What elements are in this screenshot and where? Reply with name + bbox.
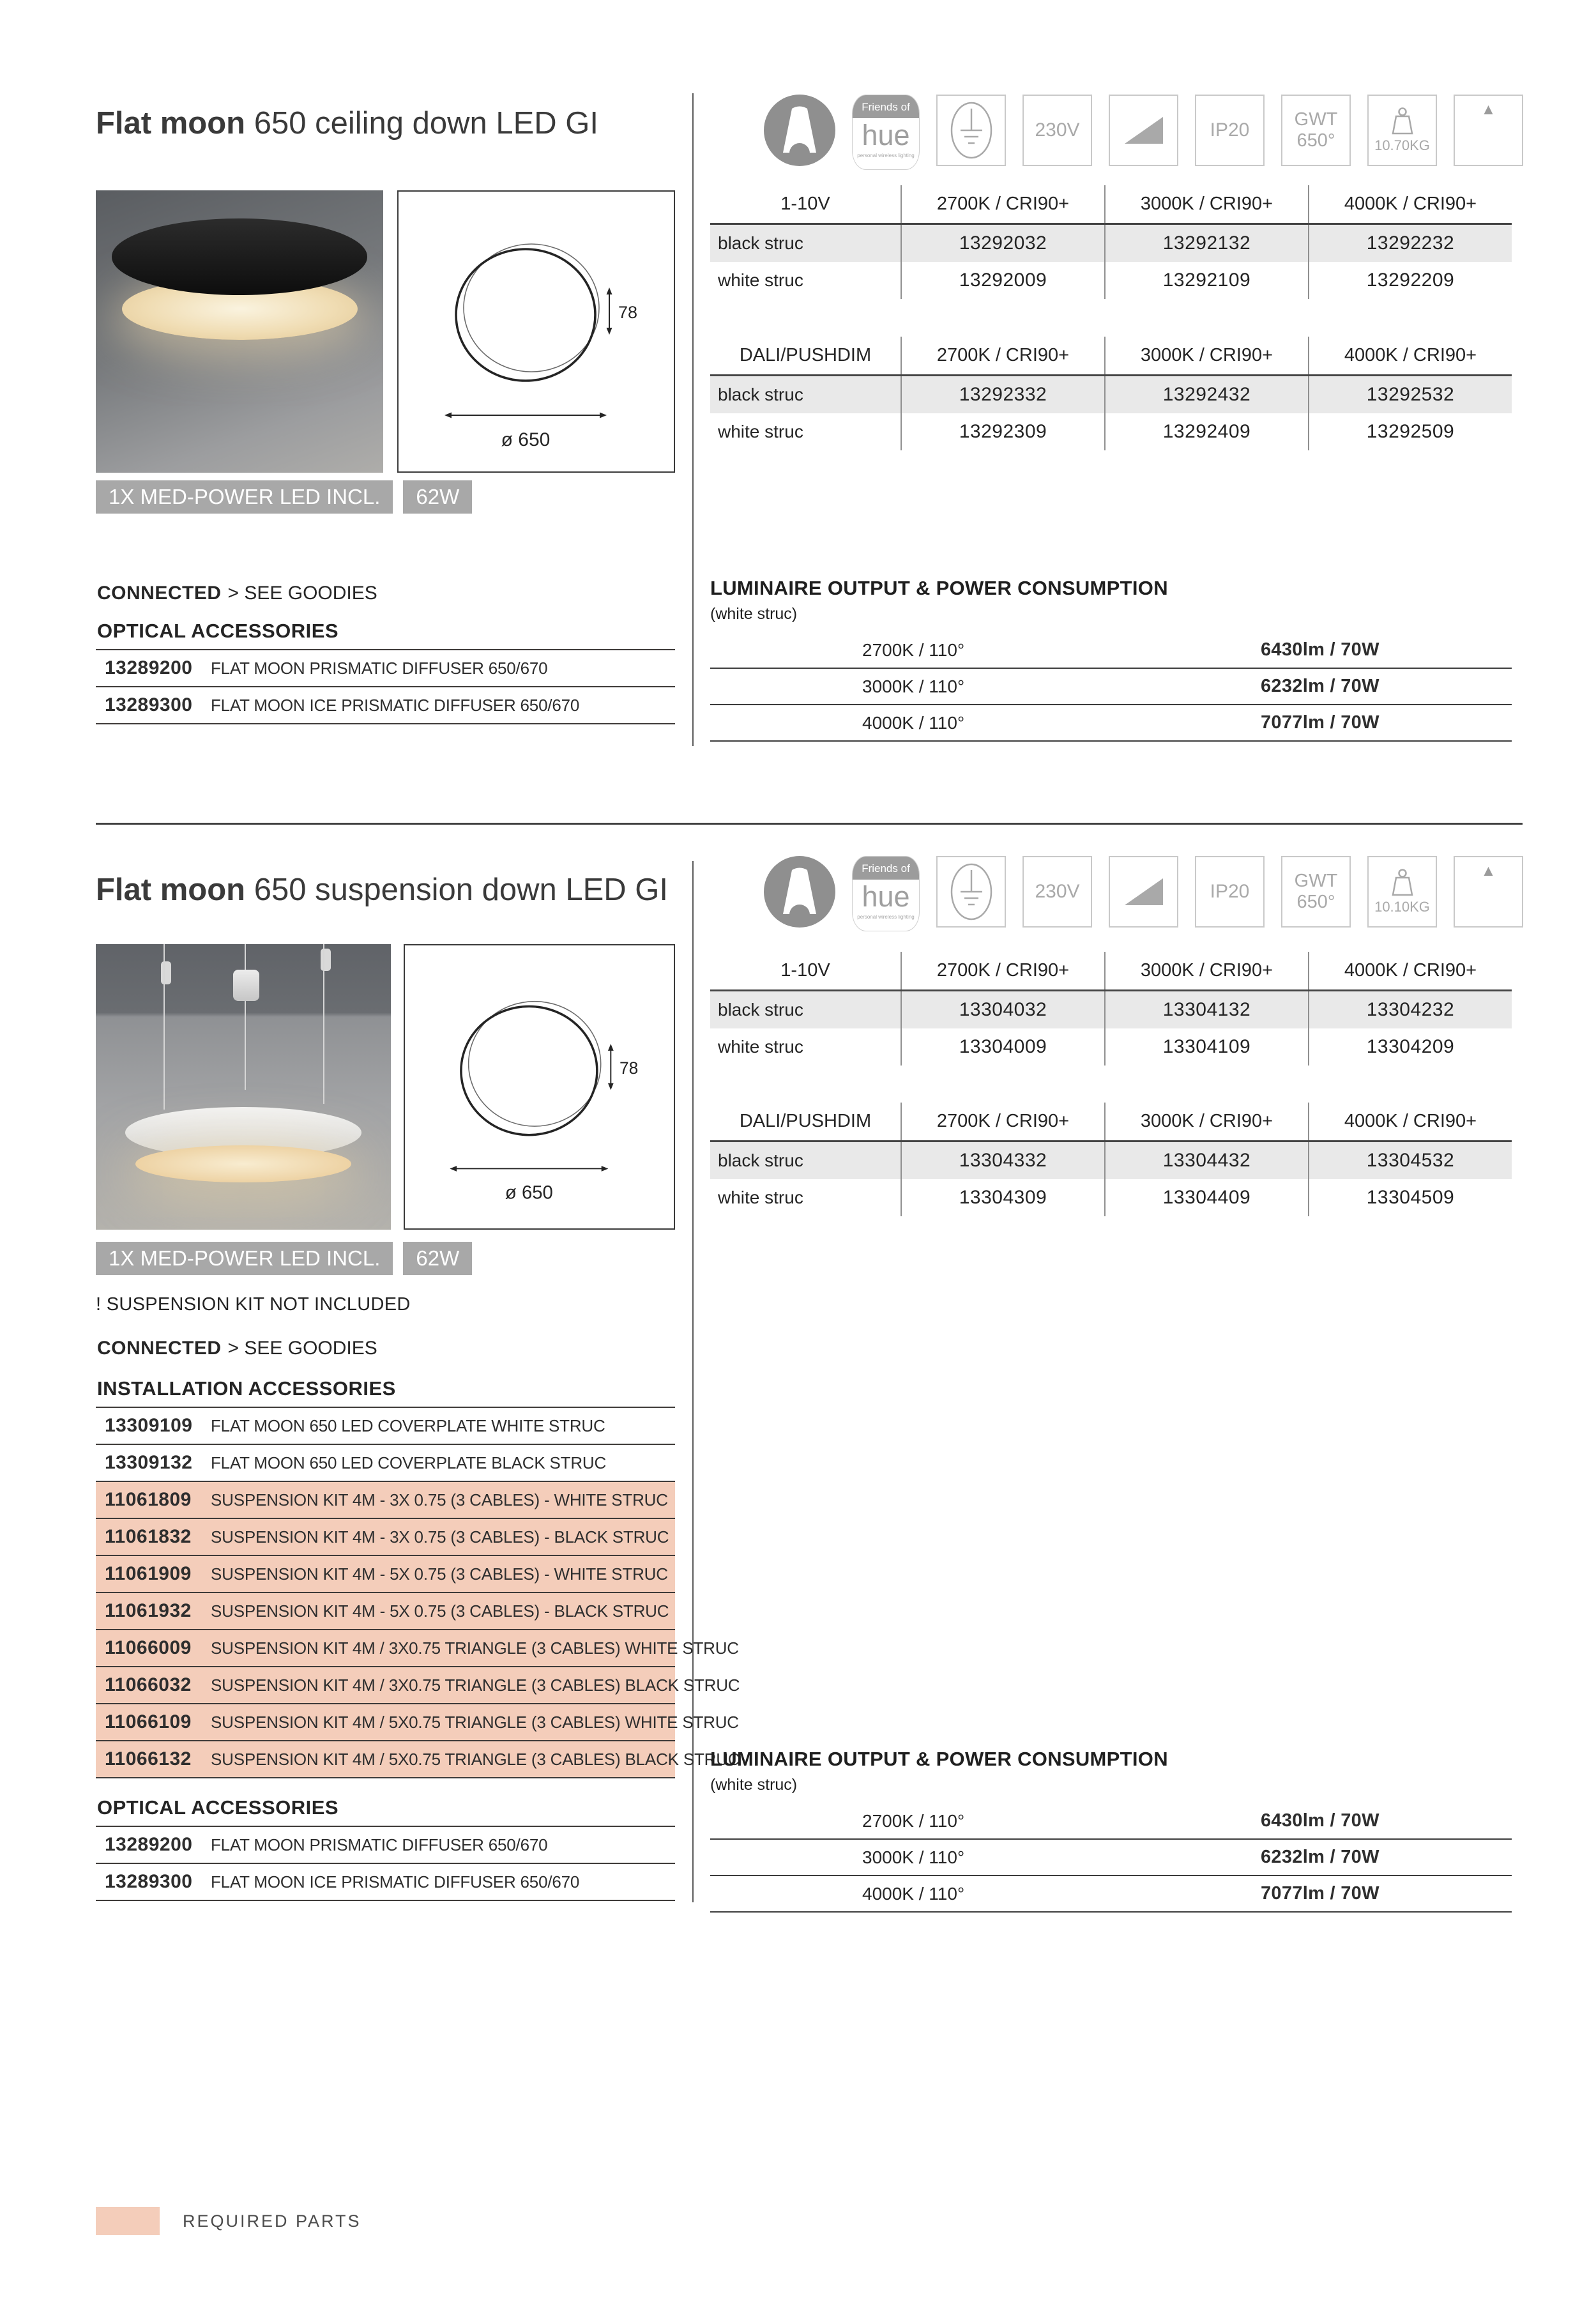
weight-box <box>1367 856 1437 928</box>
accessory-row-required <box>96 1704 739 1741</box>
finish-label: white struc <box>718 1037 803 1057</box>
output-value: 6232lm / 70W <box>1261 676 1379 696</box>
suspension-cable <box>163 944 165 1110</box>
table-row <box>710 1179 1512 1216</box>
column-header-dim-type: 1-10V <box>780 194 830 214</box>
article-code: 13292432 <box>1104 376 1308 413</box>
table-row <box>710 413 1512 450</box>
accessory-row-required <box>96 1630 739 1667</box>
finish-label: black struc <box>718 385 803 404</box>
column-header-cct: 4000K / CRI90+ <box>1308 1103 1512 1140</box>
lamp-body <box>112 218 368 294</box>
lamp-glow <box>135 1145 351 1182</box>
table-header-row <box>710 337 1512 376</box>
output-label: 2700K / 110° <box>862 1810 965 1831</box>
accessory-code: 11061832 <box>105 1526 192 1547</box>
connected-note: CONNECTED > SEE GOODIES <box>97 1338 377 1359</box>
article-code: 13292532 <box>1308 376 1512 413</box>
led-included-badge: 1X MED-POWER LED INCL. <box>96 480 393 514</box>
output-title: LUMINAIRE OUTPUT & POWER CONSUMPTION <box>710 577 1168 599</box>
output-subtitle: (white struc) <box>710 605 798 623</box>
weight-value: 10.70KG <box>1374 137 1430 153</box>
required-parts-swatch <box>96 2207 160 2235</box>
accessory-code: 13289300 <box>105 1871 193 1892</box>
accessory-row <box>96 1864 675 1901</box>
accessories-heading: OPTICAL ACCESSORIES <box>97 1796 339 1819</box>
accessory-code: 13289200 <box>105 1834 193 1855</box>
weight-value: 10.10KG <box>1374 898 1430 915</box>
canopy <box>233 970 260 1001</box>
column-header-cct: 3000K / CRI90+ <box>1104 337 1308 374</box>
article-code: 13304532 <box>1308 1142 1512 1179</box>
accessories-heading: INSTALLATION ACCESSORIES <box>97 1377 396 1400</box>
dimmable-icon <box>1109 95 1178 166</box>
column-divider <box>692 861 694 1902</box>
output-subtitle: (white struc) <box>710 1776 798 1794</box>
wattage-badge: 62W <box>403 1242 472 1275</box>
accessory-row-required <box>96 1741 740 1778</box>
hue-badge-subtext: personal wireless lighting <box>857 914 915 920</box>
accessory-row <box>96 1827 675 1864</box>
glow-wire-test-box: GWT 650° <box>1281 95 1351 166</box>
hue-badge-top: Friends of <box>853 857 919 880</box>
dimension-height-label: 78 <box>618 303 638 322</box>
product-photo <box>96 190 383 473</box>
accessory-code: 13289200 <box>105 657 193 678</box>
accessory-row-required <box>96 1519 675 1556</box>
column-header-cct: 2700K / CRI90+ <box>901 952 1104 989</box>
modular-logo-icon <box>764 856 835 928</box>
ip-rating-box: IP20 <box>1195 856 1265 928</box>
hue-badge-top: Friends of <box>853 95 919 118</box>
article-code: 13292132 <box>1104 225 1308 262</box>
output-row <box>710 1803 1512 1840</box>
hue-badge-wordmark: hue <box>862 880 910 913</box>
glow-wire-test-box: GWT 650° <box>1281 856 1351 928</box>
accessory-desc: SUSPENSION KIT 4M / 5X0.75 TRIANGLE (3 CABLES) BLACK STRUC <box>211 1749 740 1769</box>
output-row <box>710 632 1512 669</box>
finish-label: black struc <box>718 233 803 253</box>
accessory-row <box>96 650 675 687</box>
column-header-cct: 3000K / CRI90+ <box>1104 185 1308 223</box>
section-divider <box>96 823 1523 825</box>
finish-label: white struc <box>718 270 803 290</box>
column-header-cct: 4000K / CRI90+ <box>1308 185 1512 223</box>
accessory-row-required <box>96 1593 675 1630</box>
accessory-row-required <box>96 1482 675 1519</box>
article-code: 13304432 <box>1104 1142 1308 1179</box>
dimension-diameter-label: ø 650 <box>501 429 551 450</box>
output-table <box>710 632 1512 742</box>
accessories-heading: OPTICAL ACCESSORIES <box>97 620 339 642</box>
output-row <box>710 669 1512 705</box>
orientation-icon: ▲ <box>1454 95 1523 166</box>
article-code: 13292232 <box>1308 225 1512 262</box>
accessory-code: 13309132 <box>105 1452 193 1473</box>
output-row <box>710 705 1512 742</box>
led-included-badge: 1X MED-POWER LED INCL. <box>96 1242 393 1275</box>
friends-of-hue-badge <box>852 95 920 170</box>
suspension-cable <box>245 944 246 1090</box>
article-code: 13304332 <box>901 1142 1104 1179</box>
article-code: 13304032 <box>901 991 1104 1028</box>
output-value: 6430lm / 70W <box>1261 1810 1379 1831</box>
order-table-1-10v <box>710 185 1512 299</box>
article-code: 13304509 <box>1308 1179 1512 1216</box>
column-header-cct: 4000K / CRI90+ <box>1308 337 1512 374</box>
voltage-box: 230V <box>1022 95 1092 166</box>
spec-icon-row <box>764 95 1523 170</box>
finish-label: white struc <box>718 1188 803 1207</box>
finish-label: black struc <box>718 1000 803 1020</box>
accessory-desc: SUSPENSION KIT 4M - 5X 0.75 (3 CABLES) - BLACK STRUC <box>211 1601 669 1621</box>
required-parts-legend <box>96 2207 361 2235</box>
accessories-list <box>96 1826 675 1901</box>
order-table-dali <box>710 1103 1512 1216</box>
accessory-row-required <box>96 1667 740 1704</box>
column-header-dim-type: 1-10V <box>780 960 830 981</box>
orientation-icon: ▲ <box>1454 856 1523 928</box>
required-parts-label: REQUIRED PARTS <box>183 2211 361 2231</box>
output-label: 2700K / 110° <box>862 639 965 660</box>
accessory-code: 11061909 <box>105 1563 192 1584</box>
column-header-cct: 3000K / CRI90+ <box>1104 1103 1308 1140</box>
article-code: 13292409 <box>1104 413 1308 450</box>
output-value: 7077lm / 70W <box>1261 1883 1379 1904</box>
table-row <box>710 1028 1512 1066</box>
column-header-cct: 4000K / CRI90+ <box>1308 952 1512 989</box>
article-code: 13304009 <box>901 1028 1104 1066</box>
article-code: 13292009 <box>901 262 1104 299</box>
article-code: 13292332 <box>901 376 1104 413</box>
output-value: 6430lm / 70W <box>1261 639 1379 660</box>
accessory-desc: SUSPENSION KIT 4M - 3X 0.75 (3 CABLES) - BLACK STRUC <box>211 1527 669 1547</box>
weight-icon <box>1388 869 1417 897</box>
accessory-row <box>96 687 675 724</box>
friends-of-hue-badge <box>852 856 920 931</box>
order-table-1-10v <box>710 952 1512 1066</box>
dimension-diameter-label: ø 650 <box>505 1182 553 1203</box>
finish-label: white struc <box>718 422 803 441</box>
output-table <box>710 1803 1512 1913</box>
hue-badge-subtext: personal wireless lighting <box>857 153 915 158</box>
product-title-brand: Flat moon <box>96 106 246 141</box>
protective-earth-icon <box>936 856 1006 928</box>
ip-rating-box: IP20 <box>1195 95 1265 166</box>
table-header-row <box>710 185 1512 225</box>
output-value: 6232lm / 70W <box>1261 1847 1379 1867</box>
article-code: 13304109 <box>1104 1028 1308 1066</box>
accessory-desc: FLAT MOON PRISMATIC DIFFUSER 650/670 <box>211 658 548 678</box>
product-title-brand: Flat moon <box>96 873 246 907</box>
finish-label: black struc <box>718 1150 803 1170</box>
accessory-desc: SUSPENSION KIT 4M / 5X0.75 TRIANGLE (3 CABLES) WHITE STRUC <box>211 1712 739 1732</box>
accessory-row <box>96 1408 675 1445</box>
output-label: 4000K / 110° <box>862 712 965 733</box>
output-value: 7077lm / 70W <box>1261 712 1379 733</box>
article-code: 13304309 <box>901 1179 1104 1216</box>
spec-icon-row <box>764 856 1523 931</box>
article-code: 13292109 <box>1104 262 1308 299</box>
accessory-desc: FLAT MOON 650 LED COVERPLATE WHITE STRUC <box>211 1416 605 1435</box>
product-title <box>96 872 668 908</box>
accessory-row <box>96 1445 675 1482</box>
article-code: 13304132 <box>1104 991 1308 1028</box>
output-row <box>710 1840 1512 1876</box>
output-row <box>710 1876 1512 1913</box>
accessory-code: 11066032 <box>105 1674 192 1695</box>
output-title: LUMINAIRE OUTPUT & POWER CONSUMPTION <box>710 1748 1168 1770</box>
dimension-drawing <box>404 944 675 1230</box>
table-row <box>710 262 1512 299</box>
output-label: 3000K / 110° <box>862 1847 965 1867</box>
accessory-desc: FLAT MOON 650 LED COVERPLATE BLACK STRUC <box>211 1453 607 1472</box>
suspension-note: ! SUSPENSION KIT NOT INCLUDED <box>96 1294 411 1315</box>
accessory-desc: FLAT MOON ICE PRISMATIC DIFFUSER 650/670 <box>211 695 580 715</box>
weight-icon <box>1388 107 1417 135</box>
article-code: 13292032 <box>901 225 1104 262</box>
column-header-cct: 2700K / CRI90+ <box>901 337 1104 374</box>
article-code: 13304409 <box>1104 1179 1308 1216</box>
accessory-desc: FLAT MOON ICE PRISMATIC DIFFUSER 650/670 <box>211 1872 580 1891</box>
article-code: 13292309 <box>901 413 1104 450</box>
accessory-code: 11061809 <box>105 1489 192 1510</box>
table-row <box>710 991 1512 1028</box>
badge-row <box>96 1242 472 1275</box>
order-table-dali <box>710 337 1512 450</box>
accessory-row-required <box>96 1556 675 1593</box>
wattage-badge: 62W <box>403 480 472 514</box>
accessory-desc: FLAT MOON PRISMATIC DIFFUSER 650/670 <box>211 1835 548 1854</box>
table-row <box>710 225 1512 262</box>
connected-note: CONNECTED > SEE GOODIES <box>97 583 377 604</box>
voltage-box: 230V <box>1022 856 1092 928</box>
dimension-height-label: 78 <box>619 1058 639 1078</box>
article-code: 13304209 <box>1308 1028 1512 1066</box>
accessory-desc: SUSPENSION KIT 4M - 3X 0.75 (3 CABLES) - WHITE STRUC <box>211 1490 668 1509</box>
product-title <box>96 105 598 141</box>
table-row <box>710 1142 1512 1179</box>
ceiling-mount <box>161 961 171 984</box>
accessory-code: 11066009 <box>105 1637 192 1658</box>
accessory-code: 11066132 <box>105 1748 192 1769</box>
article-code: 13304232 <box>1308 991 1512 1028</box>
dimmable-icon <box>1109 856 1178 928</box>
accessory-code: 11066109 <box>105 1711 192 1732</box>
product-title-variant: 650 ceiling down LED GI <box>254 106 599 141</box>
weight-box <box>1367 95 1437 166</box>
column-header-cct: 2700K / CRI90+ <box>901 1103 1104 1140</box>
product-photo <box>96 944 391 1230</box>
accessory-code: 13289300 <box>105 694 193 715</box>
column-header-dim-type: DALI/PUSHDIM <box>739 345 872 365</box>
output-label: 3000K / 110° <box>862 676 965 696</box>
accessory-code: 13309109 <box>105 1415 193 1436</box>
accessories-list <box>96 1407 740 1778</box>
output-label: 4000K / 110° <box>862 1883 965 1904</box>
accessory-desc: SUSPENSION KIT 4M - 5X 0.75 (3 CABLES) - WHITE STRUC <box>211 1564 668 1584</box>
accessory-desc: SUSPENSION KIT 4M / 3X0.75 TRIANGLE (3 CABLES) WHITE STRUC <box>211 1638 739 1658</box>
table-header-row <box>710 1103 1512 1142</box>
table-header-row <box>710 952 1512 991</box>
accessory-desc: SUSPENSION KIT 4M / 3X0.75 TRIANGLE (3 CABLES) BLACK STRUC <box>211 1675 740 1695</box>
column-header-dim-type: DALI/PUSHDIM <box>739 1111 872 1131</box>
table-row <box>710 376 1512 413</box>
modular-logo-icon <box>764 95 835 166</box>
product-title-variant: 650 suspension down LED GI <box>254 873 669 907</box>
column-header-cct: 2700K / CRI90+ <box>901 185 1104 223</box>
ceiling-mount <box>321 949 331 972</box>
accessory-code: 11061932 <box>105 1600 192 1621</box>
badge-row <box>96 480 472 514</box>
dimension-drawing <box>397 190 675 473</box>
accessories-list <box>96 649 675 724</box>
article-code: 13292209 <box>1308 262 1512 299</box>
suspension-cable <box>323 944 324 1104</box>
column-header-cct: 3000K / CRI90+ <box>1104 952 1308 989</box>
protective-earth-icon <box>936 95 1006 166</box>
column-divider <box>692 93 694 746</box>
article-code: 13292509 <box>1308 413 1512 450</box>
hue-badge-wordmark: hue <box>862 119 910 151</box>
